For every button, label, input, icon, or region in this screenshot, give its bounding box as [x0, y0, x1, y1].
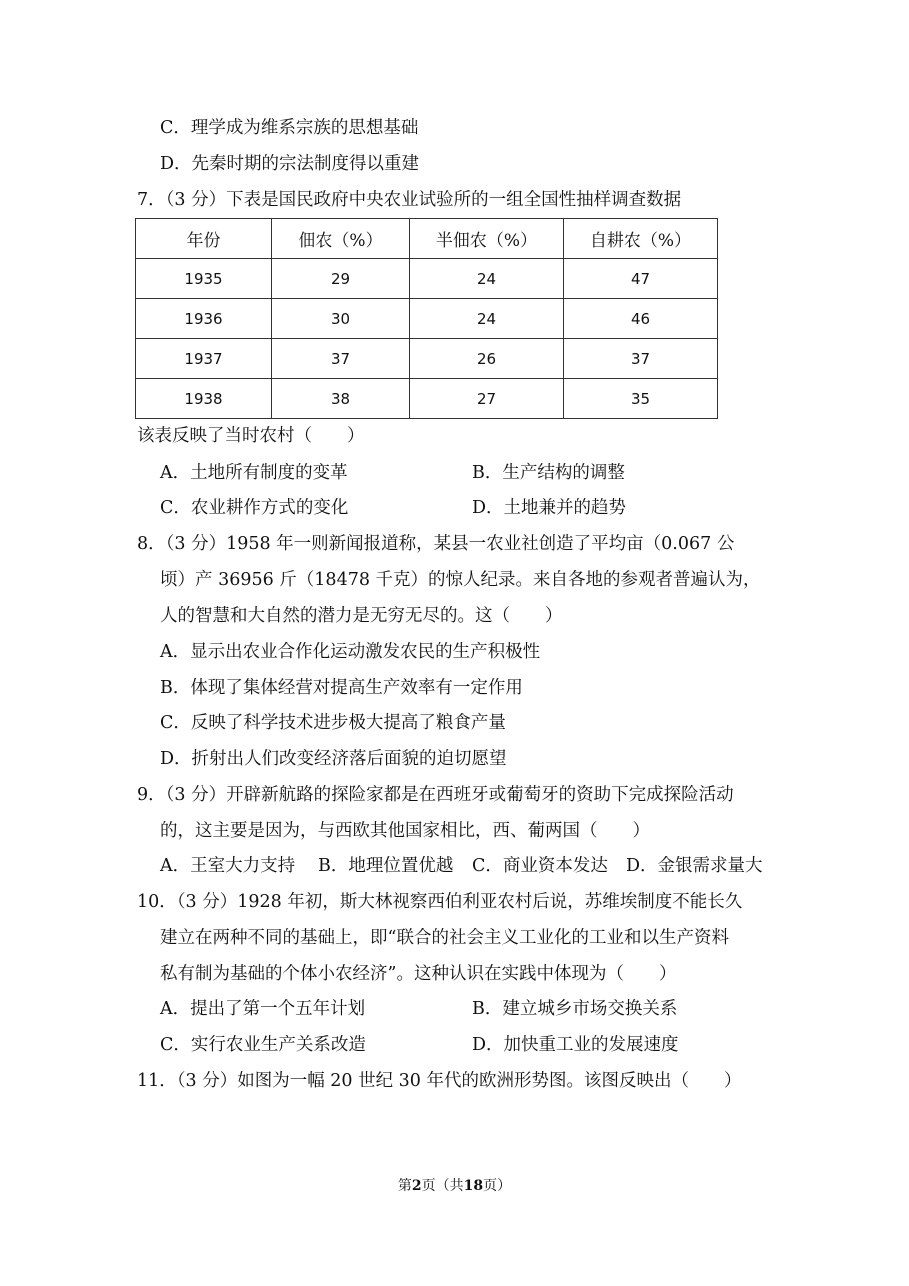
table-header-row — [136, 219, 718, 259]
table-row — [136, 299, 718, 339]
table-cell: 1935 — [136, 259, 272, 299]
question-8-stem-line2: 顷）产 36956 斤（18478 千克）的惊人纪录。来自各地的参观者普遍认为， — [160, 570, 761, 590]
option-b: B．生产结构的调整 — [472, 463, 625, 483]
table-cell: 47 — [564, 259, 718, 299]
table-cell: 35 — [564, 379, 718, 419]
table-cell: 38 — [272, 379, 410, 419]
question-8-stem-line3: 人的智慧和大自然的潜力是无穷无尽的。这（ ） — [160, 606, 563, 626]
question-10-stem-line2: 建立在两种不同的基础上，即“联合的社会主义工业化的工业和以生产资料 — [160, 928, 729, 948]
option-a: A．土地所有制度的变革 — [160, 463, 348, 483]
option-c: C．商业资本发达 — [472, 856, 608, 876]
table-cell: 1937 — [136, 339, 272, 379]
table-cell: 26 — [410, 339, 564, 379]
footer-page-number: 2 — [411, 1178, 422, 1194]
question-10-stem-line3: 私有制为基础的个体小农经济”。这种认识在实践中体现为（ ） — [160, 964, 677, 984]
table-cell: 46 — [564, 299, 718, 339]
option-b: B．体现了集体经营对提高生产效率有一定作用 — [160, 678, 523, 698]
option-d: D．金银需求量大 — [626, 856, 763, 876]
table-cell: 30 — [272, 299, 410, 339]
survey-table — [135, 218, 718, 419]
page-footer — [0, 1176, 909, 1196]
table-row — [136, 259, 718, 299]
option-d: D．土地兼并的趋势 — [472, 498, 627, 518]
option-d: D．加快重工业的发展速度 — [472, 1035, 679, 1055]
table-cell: 27 — [410, 379, 564, 419]
table-cell: 29 — [272, 259, 410, 299]
table-header-cell: 半佃农（%） — [410, 219, 564, 259]
table-header-cell: 年份 — [136, 219, 272, 259]
question-10-stem-line1: 10．（3 分）1928 年初，斯大林视察西伯利亚农村后说，苏维埃制度不能长久 — [137, 892, 743, 912]
footer-total-pages: 18 — [463, 1178, 484, 1194]
option-d: D．先秦时期的宗法制度得以重建 — [160, 154, 420, 174]
option-d: D．折射出人们改变经济落后面貌的迫切愿望 — [160, 749, 507, 769]
option-a: A．显示出农业合作化运动激发农民的生产积极性 — [160, 642, 541, 662]
table-row — [136, 379, 718, 419]
footer-middle: 页（共 — [421, 1178, 464, 1194]
question-9-stem-line2: 的，这主要是因为，与西欧其他国家相比，西、葡两国（ ） — [160, 821, 650, 841]
footer-prefix: 第 — [397, 1178, 412, 1194]
table-header-cell: 佃农（%） — [272, 219, 410, 259]
table-cell: 37 — [272, 339, 410, 379]
question-7-prompt: 该表反映了当时农村（ ） — [137, 426, 365, 446]
option-b: B．地理位置优越 — [318, 856, 454, 876]
question-11-stem: 11．（3 分）如图为一幅 20 世纪 30 年代的欧洲形势图。该图反映出（ ） — [137, 1071, 742, 1091]
option-c: C．反映了科学技术进步极大提高了粮食产量 — [160, 713, 506, 733]
question-9-stem-line1: 9．（3 分）开辟新航路的探险家都是在西班牙或葡萄牙的资助下完成探险活动 — [137, 785, 734, 805]
table-header-cell: 自耕农（%） — [564, 219, 718, 259]
question-7-stem: 7．（3 分）下表是国民政府中央农业试验所的一组全国性抽样调查数据 — [137, 190, 682, 210]
footer-suffix: 页） — [483, 1178, 512, 1194]
table-cell: 24 — [410, 299, 564, 339]
option-a: A．提出了第一个五年计划 — [160, 999, 366, 1019]
option-a: A．王室大力支持 — [160, 856, 296, 876]
option-c: C．理学成为维系宗族的思想基础 — [160, 118, 419, 138]
table-cell: 1938 — [136, 379, 272, 419]
option-c: C．实行农业生产关系改造 — [160, 1035, 366, 1055]
table-row — [136, 339, 718, 379]
table-cell: 37 — [564, 339, 718, 379]
table-cell: 24 — [410, 259, 564, 299]
option-b: B．建立城乡市场交换关系 — [472, 999, 678, 1019]
option-c: C．农业耕作方式的变化 — [160, 498, 349, 518]
question-8-stem-line1: 8．（3 分）1958 年一则新闻报道称，某县一农业社创造了平均亩（0.067 公 — [137, 534, 735, 554]
table-cell: 1936 — [136, 299, 272, 339]
